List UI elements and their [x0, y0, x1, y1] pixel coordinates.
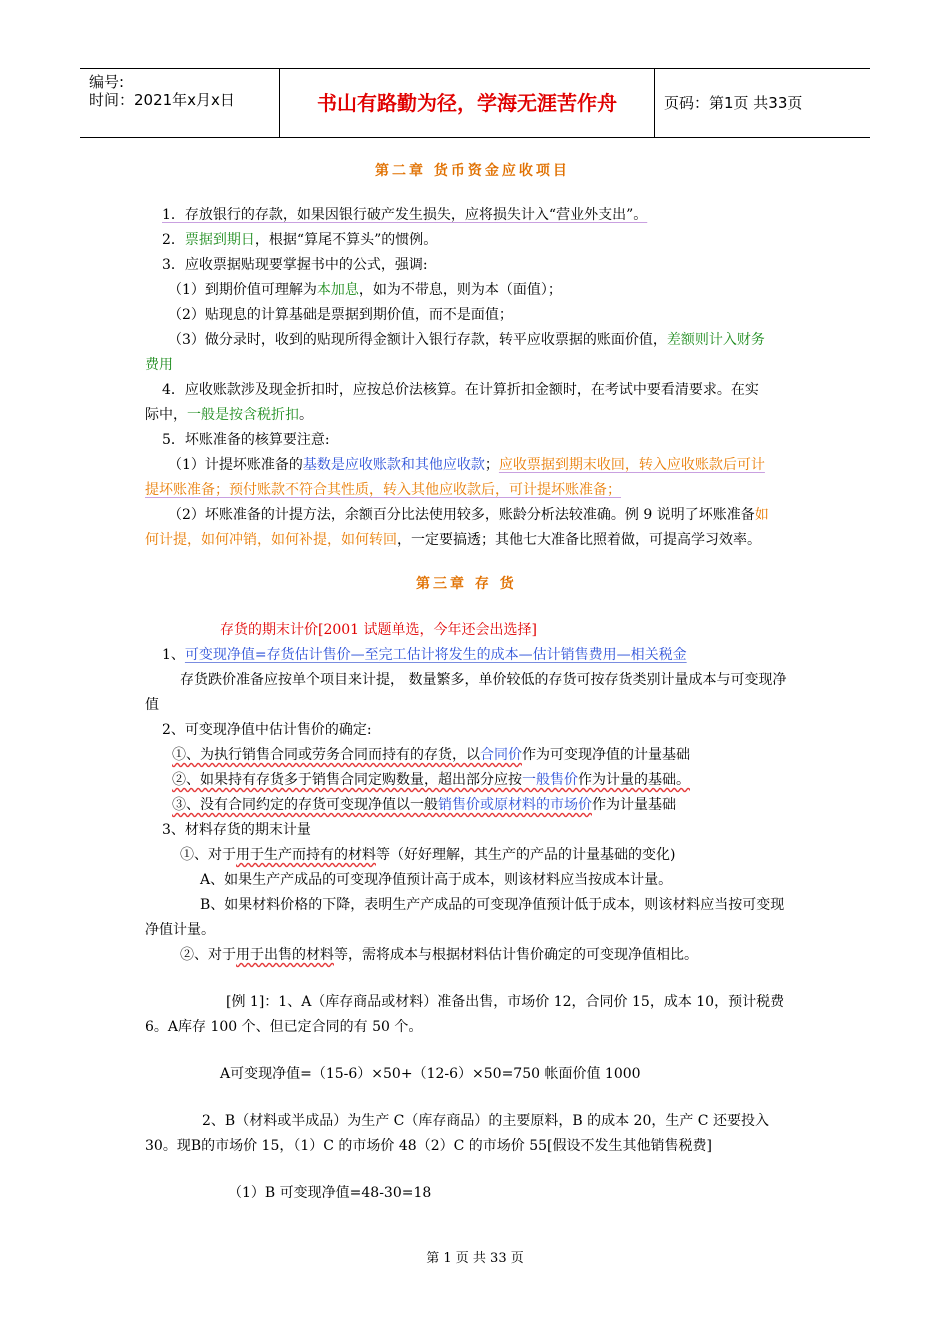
example2-line2: 30。现B的市场价 15，（1）C 的市场价 48（2）C 的市场价 55[假设不发生其他销售税费]	[145, 1138, 712, 1154]
chapter3-title: 第三章 存 货	[416, 576, 517, 592]
para-2-3-1	[168, 280, 562, 300]
motto: 书山有路勤为径，学海无涯苦作舟	[280, 69, 655, 137]
para-3-3-1-c: 等（好好理解，其生产的产品的计量基础的变化)	[376, 847, 676, 863]
para-3-2-2-highlight: 一般售价	[522, 772, 578, 788]
header-meta-cell	[80, 69, 280, 137]
para-2-4-d: 。	[299, 407, 313, 423]
para-2-5-1-a: （1）计提坏账准备的	[168, 457, 303, 473]
para-2-2	[162, 230, 437, 250]
para-2-5-2	[168, 505, 769, 525]
example1-line2: 6。A库存 100 个、但已定合同的有 50 个。	[145, 1019, 423, 1035]
para-3-1-desc: 存货跌价准备应按单个项目来计提， 数量繁多，单价较低的存货可按存货类别计量成本与可变现净	[180, 672, 787, 688]
para-3-1-desc-cont: 值	[145, 697, 159, 713]
para-2-3-2: （2）贴现息的计算基础是票据到期价值，而不是面值；	[168, 307, 513, 323]
number-label: 编号:	[89, 73, 125, 91]
para-3-3-2-highlight: 用于出售的材料	[236, 947, 334, 963]
para-2-5-2-d: ，一定要搞透；其他七大准备比照着做，可提高学习效率。	[397, 532, 761, 548]
header-table	[80, 68, 870, 138]
para-2-4-b: 际中，	[145, 407, 187, 423]
para-2-4-highlight: 一般是按含税折扣	[187, 407, 299, 423]
para-3-3-2-c: 等，需将成本与根据材料估计售价确定的可变现净值相比。	[334, 947, 698, 963]
para-2-3-3-cont: 费用	[145, 357, 173, 373]
para-3-2-2-c: 作为计量的基础。	[578, 772, 690, 788]
para-3-1-formula: 可变现净值=存货估计售价—至完工估计将发生的成本—估计销售费用—相关税金	[184, 647, 687, 663]
para-2-5-1-orange-cont: 提坏账准备；预付账款不符合其性质，转入其他应收款后，可计提坏账准备；	[145, 482, 621, 498]
page-footer: 第 1 页 共 33 页	[426, 1251, 524, 1266]
example2-answer: （1）B 可变现净值=48-30=18	[228, 1185, 432, 1201]
chapter3-subtitle: 存货的期末计价[2001 试题单选，今年还会出选择]	[220, 622, 538, 638]
para-2-5-2-cont	[145, 530, 761, 550]
para-2-5-1-c: ；	[484, 457, 499, 473]
para-2-2-text: ，根据“算尾不算头”的惯例。	[254, 232, 438, 248]
para-3-3-B: B、如果材料价格的下降，表明生产产成品的可变现净值预计低于成本，则该材料应当按可变现	[200, 897, 785, 913]
para-3-2-1-a: ①、为执行销售合同或劳务合同而持有的存货，以	[172, 747, 480, 763]
para-3-3: 3、材料存货的期末计量	[162, 822, 311, 838]
example1-line1: [例 1]：1、A（库存商品或材料）准备出售，市场价 12，合同价 15，成本 10，预计税费	[226, 994, 785, 1010]
para-2-2-highlight: 票据到期日	[184, 232, 255, 248]
para-3-1	[162, 645, 687, 665]
para-3-2-2-a: ②、如果持有存货多于销售合同定购数量，超出部分应按	[172, 772, 522, 788]
para-3-2-1-highlight: 合同价	[480, 747, 522, 763]
example1-formula: A可变现净值=（15-6）×50+（12-6）×50=750 帐面价值 1000	[220, 1066, 641, 1082]
para-3-3-A: A、如果生产产成品的可变现净值预计高于成本，则该材料应当按成本计量。	[200, 872, 673, 888]
para-3-2-3-c: 作为计量基础	[592, 797, 676, 813]
para-3-3-B-cont: 净值计量。	[145, 922, 215, 938]
para-3-2-3-a: ③、没有合同约定的存货可变现净值以一般	[172, 797, 438, 813]
example2-line1: 2、B（材料或半成品）为生产 C（库存商品）的主要原料，B 的成本 20，生产 C 还要投入	[202, 1113, 769, 1129]
para-2-4: 4．应收账款涉及现金折扣时，应按总价法核算。在计算折扣金额时，在考试中要看清要求。在实	[162, 382, 759, 398]
para-3-2-3	[172, 795, 676, 815]
para-3-2-1	[172, 745, 690, 765]
para-2-1	[162, 205, 647, 225]
para-2-3-3-a: （3）做分录时，收到的贴现所得金额计入银行存款，转平应收票据的账面价值，	[168, 332, 667, 348]
para-2-1-text: 1．存放银行的存款，如果因银行破产发生损失，应将损失计入“营业外支出”。	[162, 207, 648, 223]
time-label: 时间：2021年x月x日	[89, 91, 235, 109]
para-2-5: 5．坏账准备的核算要注意:	[162, 432, 330, 448]
para-2-5-1-cont	[145, 480, 621, 500]
para-3-2-3-highlight: 销售价或原材料的市场价	[438, 797, 592, 813]
para-2-3-1-highlight: 本加息	[316, 282, 359, 298]
para-2-3-1-a: （1）到期价值可理解为	[168, 282, 317, 298]
para-3-3-2	[180, 945, 698, 965]
para-2-3-3	[168, 330, 765, 350]
chapter2-title: 第二章 货币资金应收项目	[375, 163, 570, 179]
para-2-5-1-highlight: 基数是应收账款和其他应收款	[302, 457, 485, 473]
para-2-3-1-c: ，如为不带息，则为本（面值）；	[358, 282, 562, 298]
para-2-5-2-a: （2）坏账准备的计提方法，余额百分比法使用较多，账龄分析法较准确。例 9 说明了坏账准备	[168, 507, 755, 523]
para-2-5-1	[168, 455, 765, 475]
para-2-3-3-highlight: 差额则计入财务	[666, 332, 765, 348]
para-3-2: 2、可变现净值中估计售价的确定:	[162, 722, 372, 738]
page-label: 页码：第1页 共33页	[664, 94, 803, 112]
para-2-3: 3．应收票据贴现要掌握书中的公式，强调:	[162, 257, 428, 273]
para-3-2-1-c: 作为可变现净值的计量基础	[522, 747, 690, 763]
para-2-5-2-highlight: 何计提，如何冲销，如何补提，如何转回	[145, 532, 397, 548]
para-3-3-1-a: ①、对于	[180, 847, 236, 863]
para-2-2-num: 2．	[162, 232, 185, 248]
para-3-1-num: 1、	[162, 647, 185, 663]
para-2-4-cont	[145, 405, 313, 425]
para-2-5-2-b: 如	[754, 507, 769, 523]
para-3-3-1-highlight: 用于生产而持有的材料	[236, 847, 376, 863]
para-2-5-1-orange: 应收票据到期末收回，转入应收账款后可计	[498, 457, 765, 473]
para-3-3-1	[180, 845, 675, 865]
para-3-2-2	[172, 770, 690, 790]
para-3-3-2-a: ②、对于	[180, 947, 236, 963]
